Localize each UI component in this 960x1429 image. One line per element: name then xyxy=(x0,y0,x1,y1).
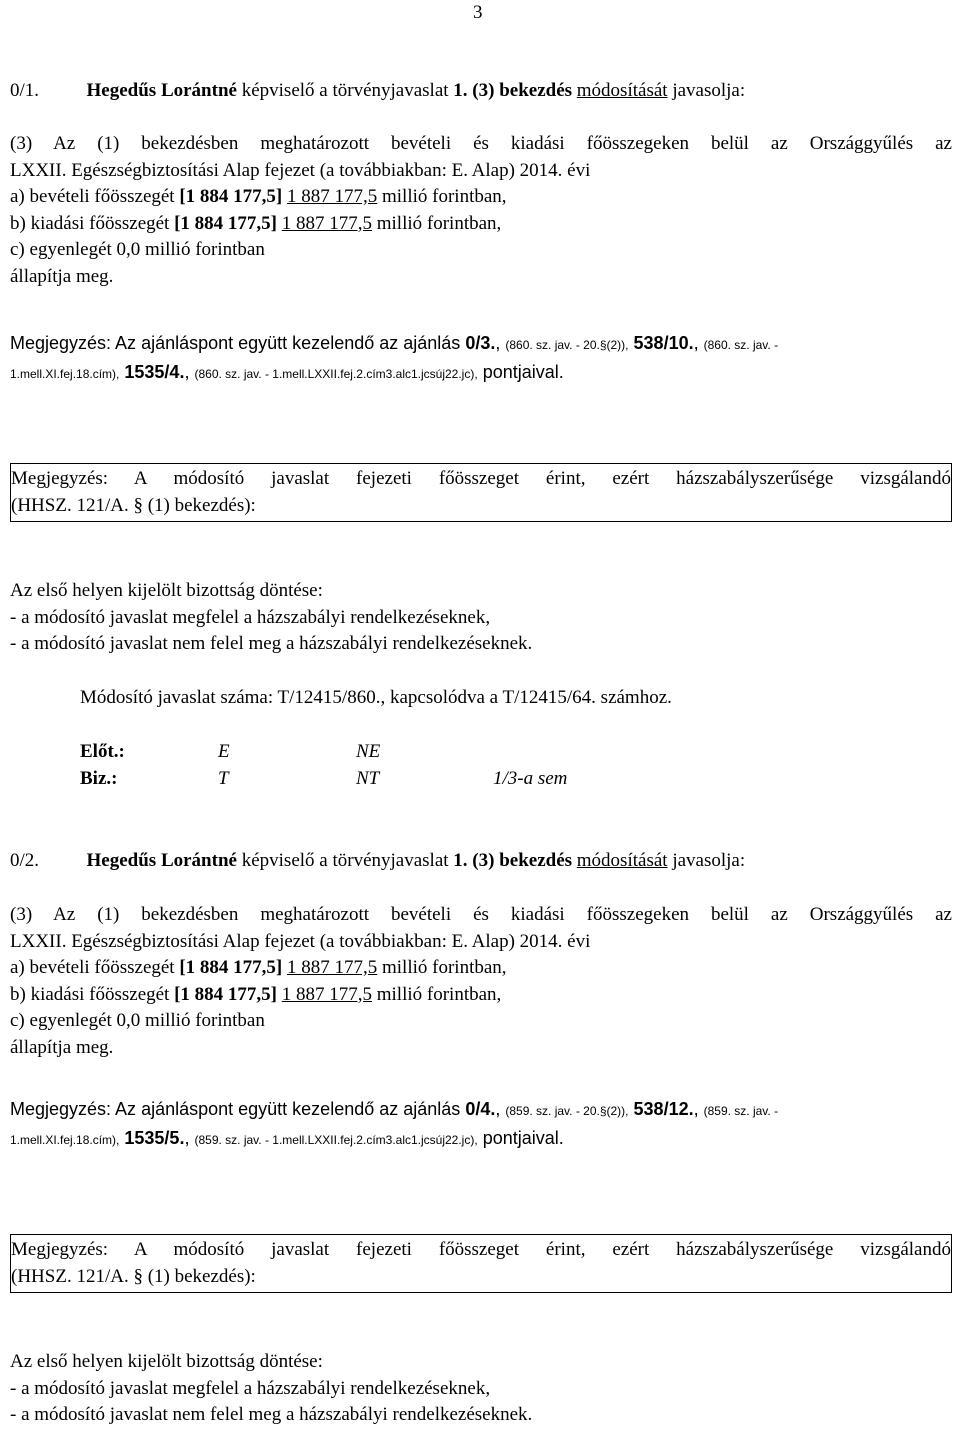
line-a: a) bevételi főösszegét [1 884 177,5] 1 887 177,5 millió forintban, xyxy=(10,186,507,207)
document-page: 3 0/1. Hegedűs Lorántné képviselő a törvényjavaslat 1. (3) bekezdés módosítását javasolja: (3) Az (1) bekezdésben meghatározott bevételi és kiadási főösszegeken belül az Országgyűlés az LXXII. Egészségbiztosítási Alap fejezet (a továbbiakban: E. Alap) 2014. évi a) bevételi főösszegét [1 884 177,5] 1 887 177,5 millió forintban, b) kiadási főösszegét [1 884 177,5] 1 887 177,5 millió forintban, c) egyenlegét 0,0 millió forintban állapítja meg. Megjegyzés: Az ajánláspont együtt kezelendő az ajánlás 0/3., (860. sz. jav. - 20.§(2)), 538/10., (860. sz. jav. - 1.mell.XI.fej.18.cím), 1535/4., (860. sz. jav. - 1.mell.LXXII.fej.2.cím3.alc1.jcsúj22.jc), pontjaival. Megjegyzés: A módosító javaslat fejezeti főösszeget érint, ezért házszabályszerűsége vizsgálandó (HHSZ. 121/A. § (1) bekezdés): Az első helyen kijelölt bizottság döntése: - a módosító javaslat megfelel a házszabályi rendelkezéseknek, - a módosító javaslat nem felel meg a házszabályi rendelkezéseknek. Módosító javaslat száma: T/12415/860., kapcsolódva a T/12415/64. számhoz. Előt.: E NE Biz.: T NT 1/3-a sem 0/2. Hegedűs Lorántné képviselő a törvényjavaslat 1. (3) bekezdés módosítását javasolja: (3) Az (1) bekezdésben meghatározott bevételi és kiadási főösszegeken belül az Országgyűlés az LXXII. Egészségbiztosítási Alap fejezet (a továbbiakban: E. Alap) 2014. évi a) bevételi főösszegét [1 884 177,5] 1 887 177,5 millió forintban, b) kiadási főösszegét [1 884 177,5] 1 887 177,5 millió forintban, c) egyenlegét 0,0 millió forintban állapítja meg. Megjegyzés: Az ajánláspont együtt kezelendő az ajánlás 0/4., (859. sz. jav. - 20.§(2)), 538/12., (859. sz. jav. - 1.mell.XI.fej.18.cím), 1535/5., (859. sz. jav. - 1.mell.LXXII.fej.2.cím3.alc1.jcsúj22.jc), pontjaival. Megjegyzés: A módosító javaslat fejezeti főösszeget érint, ezért házszabályszerűsége vizsgálandó (HHSZ. 121/A. § (1) bekezdés): Az első helyen kijelölt bizottság döntése: - a módosító javaslat megfelel a házszabályi rendelkezéseknek, - a módosító javaslat nem felel meg a házszabályi rendelkezéseknek. xyxy=(0,0,960,1429)
committee-decision: Az első helyen kijelölt bizottság döntése: - a módosító javaslat megfelel a házszabályi rendelkezéseknek, - a módosító javaslat nem felel meg a házszabályi rendelkezéseknek. xyxy=(10,580,533,654)
amendment-heading: 0/1. Hegedűs Lorántné képviselő a törvényjavaslat 1. (3) bekezdés módosítását javasolja: xyxy=(10,80,746,101)
note-related-items: Megjegyzés: Az ajánláspont együtt kezelendő az ajánlás 0/3., (860. sz. jav. - 20.§(2)), 538/10., (860. sz. jav. - 1.mell.XI.fej.18.cím), 1535/4., (860. sz. jav. - 1.mell.LXXII.fej.2.cím3.alc1.jcsúj22.jc), pontjaival. xyxy=(10,333,779,382)
committee-decision: Az első helyen kijelölt bizottság döntése: - a módosító javaslat megfelel a házszabályi rendelkezéseknek, - a módosító javaslat nem felel meg a házszabályi rendelkezéseknek. xyxy=(10,1351,533,1425)
amendment-text: (3) Az (1) bekezdésben meghatározott bevételi és kiadási főösszegeken belül az Országgyűlés az LXXII. Egészségbiztosítási Alap fejezet (a továbbiakban: E. Alap) 2014. évi a) bevételi főösszegét [1 884 177,5] 1 887 177,5 millió forintban, b) kiadási főösszegét [1 884 177,5] 1 887 177,5 millió forintban, c) egyenlegét 0,0 millió forintban állapítja meg. xyxy=(10,133,952,287)
amendment-heading: 0/2. Hegedűs Lorántné képviselő a törvényjavaslat 1. (3) bekezdés módosítását javasolja: xyxy=(10,850,746,871)
amendment-number: 0/1. xyxy=(10,80,40,101)
amendment-text: (3) Az (1) bekezdésben meghatározott bevételi és kiadási főösszegeken belül az Országgyűlés az LXXII. Egészségbiztosítási Alap fejezet (a továbbiakban: E. Alap) 2014. évi a) bevételi főösszegét [1 884 177,5] 1 887 177,5 millió forintban, b) kiadási főösszegét [1 884 177,5] 1 887 177,5 millió forintban, c) egyenlegét 0,0 millió forintban állapítja meg. xyxy=(10,904,952,1058)
line-b: b) kiadási főösszegét [1 884 177,5] 1 887 177,5 millió forintban, xyxy=(10,212,502,234)
note-box: Megjegyzés: A módosító javaslat fejezeti főösszeget érint, ezért házszabályszerűsége vizsgálandó (HHSZ. 121/A. § (1) bekezdés): xyxy=(10,1234,952,1293)
proposer-name: Hegedűs Lorántné xyxy=(86,850,237,871)
note-box: Megjegyzés: A módosító javaslat fejezeti főösszeget érint, ezért házszabályszerűsége vizsgálandó (HHSZ. 121/A. § (1) bekezdés): xyxy=(10,463,952,522)
page-number: 3 xyxy=(473,2,483,23)
line-b: b) kiadási főösszegét [1 884 177,5] 1 887 177,5 millió forintban, xyxy=(10,983,502,1005)
note-related-items: Megjegyzés: Az ajánláspont együtt kezelendő az ajánlás 0/4., (859. sz. jav. - 20.§(2)), 538/12., (859. sz. jav. - 1.mell.XI.fej.18.cím), 1535/5., (859. sz. jav. - 1.mell.LXXII.fej.2.cím3.alc1.jcsúj22.jc), pontjaival. xyxy=(10,1099,779,1148)
reference-line: Módosító javaslat száma: T/12415/860., kapcsolódva a T/12415/64. számhoz. xyxy=(80,687,672,708)
amendment-number: 0/2. xyxy=(10,850,40,871)
line-a: a) bevételi főösszegét [1 884 177,5] 1 887 177,5 millió forintban, xyxy=(10,957,507,978)
proposer-name: Hegedűs Lorántné xyxy=(86,80,237,101)
